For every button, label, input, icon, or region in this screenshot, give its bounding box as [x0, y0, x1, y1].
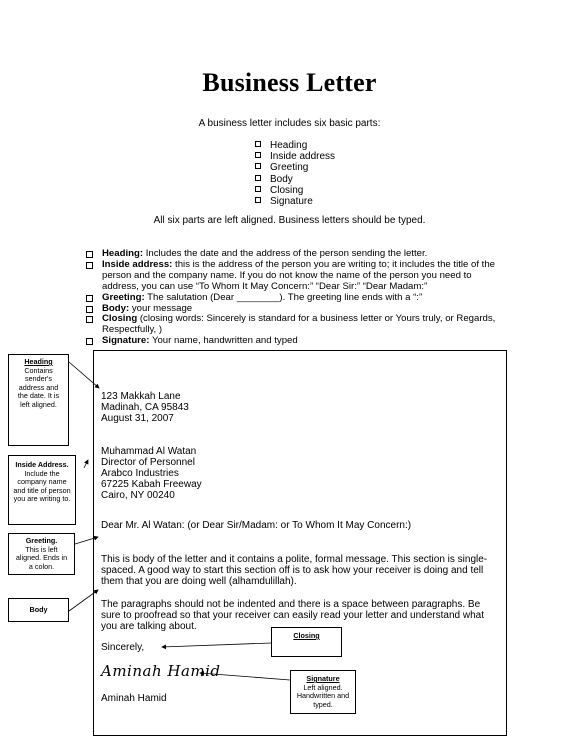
definition-term: Closing: [102, 313, 138, 325]
callout-text: Include the company name and title of person you are writing to.: [13, 468, 71, 503]
heading-line: August 31, 2007: [101, 413, 174, 424]
definition-text: (closing words: Sincerely is standard for a business letter or Yours truly, or Regards, Respectfully, ): [102, 313, 496, 336]
part-label: Inside address: [270, 151, 336, 163]
address-line: Cairo, NY 00240: [101, 490, 175, 501]
callout-text: Left aligned. Handwritten and typed.: [296, 682, 350, 709]
alignment-note: All six parts are left aligned. Business letters should be typed.: [153, 215, 426, 226]
heading-arrow: [69, 362, 99, 388]
intro-text: A business letter includes six basic parts:: [198, 118, 381, 129]
body-arrow: [69, 590, 98, 611]
address-line: Arabco Industries: [101, 468, 179, 479]
callout-title: Greeting.: [25, 536, 58, 545]
definition-term: Inside address:: [102, 258, 173, 270]
definition-term: Body:: [102, 302, 130, 314]
handwritten-signature: Aminah Hamid: [101, 662, 221, 680]
definition-text: your message: [129, 302, 193, 314]
signature-arrow: [200, 673, 290, 680]
letter-body-paragraph-2: The paragraphs should not be indented and there is a space between paragraphs. Be sure to proofread so that your receiver can easily read your letter and understand what you are talking about.: [101, 599, 484, 632]
callout-title: Body: [29, 605, 48, 614]
address-line: Muhammad Al Watan: [101, 446, 197, 457]
definition-text: Your name, handwritten and typed: [149, 335, 298, 347]
heading-line: Madinah, CA 95843: [101, 402, 189, 413]
address-line: Director of Personnel: [101, 457, 195, 468]
part-label: Greeting: [270, 162, 309, 174]
callout-title: Heading: [24, 357, 53, 366]
inside-address-arrow: [84, 460, 88, 468]
definition-text: The salutation (Dear ________). The greeting line ends with a “:”: [144, 291, 423, 303]
definition-term: Heading:: [102, 248, 144, 259]
heading-line: 123 Makkah Lane: [101, 391, 181, 402]
part-label: Signature: [270, 196, 313, 208]
callout-text: Contains sender's address and the date. It is left aligned.: [17, 365, 60, 409]
page-title: Business Letter: [202, 68, 377, 97]
definition-text: this is the address of the person you are writing to; it includes the title of the person and the company name. If you do not know the name of the person you need to address, you can use “To Whom It May Concern:” “Dear Sir:” “Dear Madam:”: [102, 258, 496, 292]
letter-body-paragraph-1: This is body of the letter and it contains a polite, formal message. This section is single-spaced. A good way to start this section off is to ask how your receiver is doing and tell them that you are doing well (alhamdulillah).: [101, 554, 488, 587]
letter-closing: Sincerely,: [101, 642, 145, 653]
address-line: 67225 Kabah Freeway: [101, 479, 202, 490]
callout-title: Closing: [293, 631, 320, 640]
callout-text: This is left aligned. Ends in a colon.: [15, 544, 68, 571]
closing-arrow: [162, 643, 271, 647]
part-label: Closing: [270, 184, 304, 196]
definition-term: Greeting:: [102, 291, 145, 303]
typed-name: Aminah Hamid: [101, 693, 167, 704]
greeting-arrow: [75, 537, 98, 544]
callout-title: Inside Address.: [15, 460, 69, 469]
definition-term: Signature:: [102, 335, 150, 347]
definition-text: Includes the date and the address of the person sending the letter.: [143, 248, 428, 259]
part-label: Heading: [270, 140, 308, 151]
callout-title: Signature: [306, 674, 340, 683]
letter-greeting: Dear Mr. Al Watan: (or Dear Sir/Madam: or To Whom It May Concern:): [101, 520, 412, 531]
part-label: Body: [270, 173, 293, 185]
